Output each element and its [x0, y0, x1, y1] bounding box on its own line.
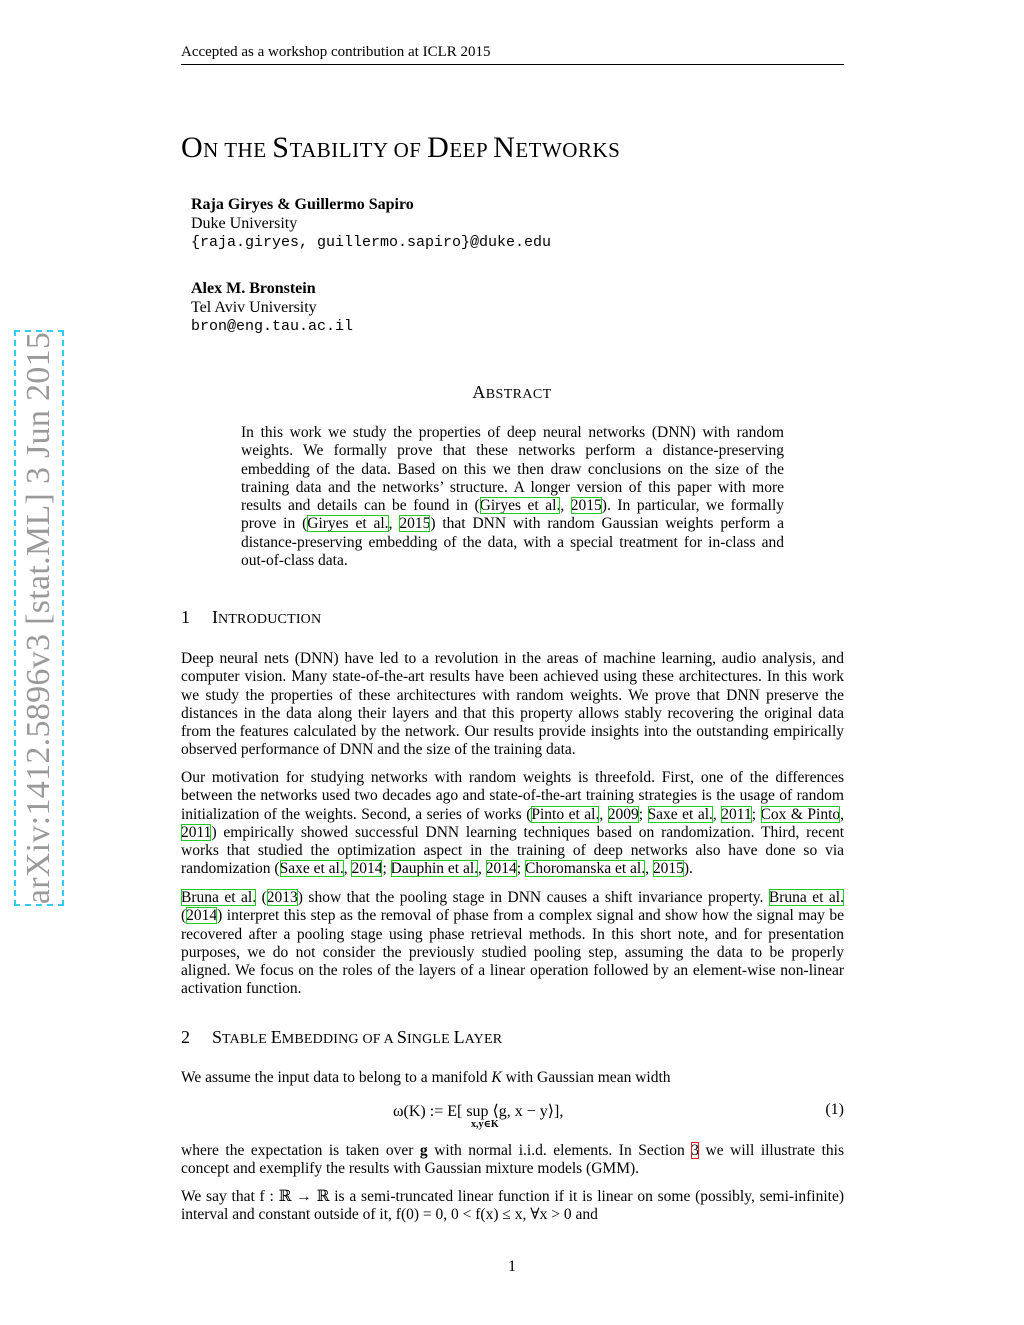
- author-names: Alex M. Bronstein: [191, 280, 316, 297]
- citation-link[interactable]: Bruna et al.: [768, 889, 844, 906]
- citation-link[interactable]: Giryes et al.: [479, 497, 561, 515]
- intro-paragraph-2: Our motivation for studying networks with random weights is threefold. First, one of the differences between the networks used two decades ago and state-of-the-art training strategies is the usage of random initialization of the weights. Second, a series of works (Pinto et al., 2009; Saxe et al., 2011; Cox & Pinto, 2011) empirically showed successful DNN learning techniques based on randomization. Third, recent works that studied the optimization aspect in the training of deep networks also have done so via randomization (Saxe et al., 2014; Dauphin et al., 2014; Choromanska et al., 2015).: [181, 769, 845, 878]
- author-email[interactable]: bron@eng.tau.ac.il: [191, 318, 354, 335]
- section-ref-link[interactable]: 3: [691, 1142, 700, 1159]
- author-affiliation: Tel Aviv University: [191, 299, 317, 316]
- section-2-heading: 2 STABLE EMBEDDING OF A SINGLE LAYER: [181, 1027, 503, 1047]
- intro-paragraph-3: Bruna et al. (2013) show that the pooling stage in DNN causes a shift invariance property. Bruna et al. (2014) interpret this step as the removal of phase from a complex signal and show how the signal may be recovered after a pooling stage using phase retrieval methods. In this short note, and for presentation purposes, we do not consider the previously studied pooling step, assuming the data to be properly aligned. We focus on the roles of the layers of a linear operation followed by an element-wise non-linear activation function.: [181, 889, 844, 998]
- citation-year-link[interactable]: 2015: [652, 860, 684, 878]
- citation-link[interactable]: Saxe et al.: [279, 860, 344, 878]
- intro-paragraph-1: Deep neural nets (DNN) have led to a revolution in the areas of machine learning, audio analysis, and computer vision. Many state-of-the-art results have been achieved using these architectures. In this work we study the properties of these architectures with random weights. We prove that DNN preserve the distances in the data along their layers and that this property allows stably recovering the original data from the features calculated by the network. Our results provide insights into the outstanding empirically observed performance of DNN and the size of the training data.: [181, 650, 844, 759]
- section2-paragraph-3: We say that f : ℝ → ℝ is a semi-truncated linear function if it is linear on some (possibly, semi-infinite) interval and constant outside of it, f(0) = 0, 0 < f(x) ≤ x, ∀x > 0 and: [181, 1188, 844, 1224]
- paper-title: ON THE STABILITY OF DEEP NETWORKS: [181, 131, 621, 164]
- citation-year-link[interactable]: 2013: [266, 889, 298, 906]
- author-block-2: [191, 279, 353, 336]
- author-block-1: [191, 195, 551, 252]
- citation-year-link[interactable]: 2014: [186, 907, 218, 925]
- abstract-body: In this work we study the properties of deep neural networks (DNN) with random weights. We formally prove that these networks perform a distance-preserving embedding of the data. Based on this we then draw conclusions on the size of the training data and the networks’ structure. A longer version of this paper with more results and details can be found in (Giryes et al., 2015). In particular, we formally prove in (Giryes et al., 2015) that DNN with random Gaussian weights perform a distance-preserving embedding of the data, with a special treatment for in-class and out-of-class data.: [241, 424, 785, 570]
- abstract-heading: ABSTRACT: [472, 382, 552, 402]
- citation-link[interactable]: Cox & Pinto: [760, 805, 841, 823]
- citation-year-link[interactable]: 2011: [181, 823, 212, 841]
- author-affiliation: Duke University: [191, 215, 298, 232]
- equation-subscript: x,y∈K: [471, 1119, 499, 1130]
- author-names: Raja Giryes & Guillermo Sapiro: [191, 196, 414, 213]
- equation-body: ω(K) := E[ sup ⟨g, x − y⟩],: [393, 1103, 564, 1120]
- citation-year-link[interactable]: 2011: [721, 805, 752, 823]
- citation-year-link[interactable]: 2014: [351, 860, 383, 878]
- citation-year-link[interactable]: 2009: [607, 805, 639, 823]
- citation-link[interactable]: Giryes et al.: [307, 515, 389, 533]
- citation-year-link[interactable]: 2014: [485, 860, 517, 878]
- author-email[interactable]: {raja.giryes, guillermo.sapiro}@duke.edu: [191, 234, 552, 251]
- citation-link[interactable]: Dauphin et al.: [390, 860, 479, 878]
- citation-year-link[interactable]: 2015: [399, 515, 431, 533]
- section-1-heading: 1 INTRODUCTION: [181, 607, 322, 627]
- arxiv-sidebar-stamp[interactable]: [14, 330, 64, 906]
- citation-link[interactable]: Saxe et al.: [647, 805, 713, 823]
- citation-link[interactable]: Choromanska et al.: [524, 860, 646, 878]
- citation-year-link[interactable]: 2015: [570, 497, 602, 515]
- running-header: Accepted as a workshop contribution at ICLR 2015: [181, 44, 844, 65]
- equation-1: [181, 1098, 844, 1134]
- citation-link[interactable]: Bruna et al.: [181, 889, 257, 906]
- page-number: 1: [508, 1258, 516, 1275]
- section2-paragraph-1: We assume the input data to belong to a manifold K with Gaussian mean width: [181, 1069, 671, 1086]
- section2-paragraph-2: where the expectation is taken over g with normal i.i.d. elements. In Section 3 we will illustrate this concept and exemplify the results with Gaussian mixture models (GMM).: [181, 1142, 844, 1178]
- equation-number: (1): [825, 1101, 844, 1118]
- citation-link[interactable]: Pinto et al.: [531, 805, 600, 823]
- arxiv-id: arXiv:1412.5896v3 [stat.ML] 3 Jun 2015: [20, 331, 57, 905]
